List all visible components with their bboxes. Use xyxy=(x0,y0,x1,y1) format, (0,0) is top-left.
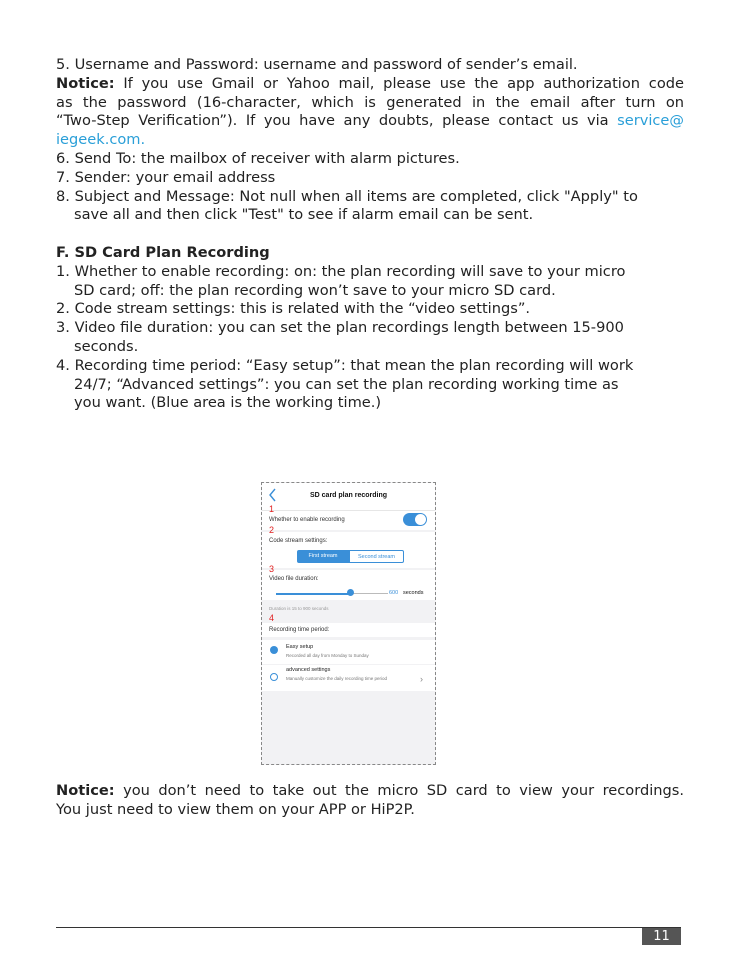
section-e-text xyxy=(56,56,684,413)
page-number: 11 xyxy=(642,928,681,945)
item-6: 6. Send To: the mailbox of receiver with alarm pictures. xyxy=(56,149,460,167)
second-stream-button[interactable]: Second stream xyxy=(349,550,404,563)
bottom-notice xyxy=(56,781,684,819)
spacer xyxy=(56,225,684,244)
bottom-notice-text-1: you don’t need to take out the micro SD card to view your recordings. xyxy=(123,782,685,799)
f-item-2: 2. Code stream settings: this is related with the “video settings”. xyxy=(56,300,531,318)
notice-text-1: If you use Gmail or Yahoo mail, please use the app authorization code xyxy=(123,74,684,92)
period-label: Recording time period: xyxy=(269,627,330,633)
stream-label: Code stream settings: xyxy=(269,538,328,544)
email-link-part-2[interactable]: iegeek.com. xyxy=(56,131,146,149)
notice-line-2: as the password (16-character, which is generated in the email after turn on xyxy=(56,93,684,111)
duration-label: Video file duration: xyxy=(269,576,319,582)
item-7: 7. Sender: your email address xyxy=(56,168,276,186)
notice-line-1 xyxy=(56,75,684,94)
notice-label: Notice: xyxy=(56,74,115,92)
marker-3: 3 xyxy=(269,564,275,574)
duration-slider-thumb[interactable] xyxy=(347,589,354,596)
bottom-notice-line-2: You just need to view them on your APP or HiP2P. xyxy=(56,801,415,818)
app-title: SD card plan recording xyxy=(309,492,388,499)
duration-hint: Duration is 15 to 900 seconds xyxy=(269,606,329,611)
section-f-heading: F. SD Card Plan Recording xyxy=(56,243,270,261)
f-item-3-line-1: 3. Video file duration: you can set the plan recordings length between 15-900 xyxy=(56,319,624,337)
first-stream-button[interactable]: First stream xyxy=(297,550,349,563)
advanced-settings-title: advanced settings xyxy=(286,667,331,673)
email-link-part-1[interactable]: service@ xyxy=(617,112,685,130)
bottom-notice-label: Notice: xyxy=(56,782,115,799)
duration-value: 600 xyxy=(389,590,399,596)
easy-setup-radio[interactable] xyxy=(270,646,278,654)
chevron-right-icon[interactable]: › xyxy=(420,674,423,684)
enable-toggle[interactable] xyxy=(403,513,427,526)
bottom-notice-line-1 xyxy=(56,781,684,800)
easy-setup-title: Easy setup xyxy=(286,644,314,650)
duration-unit: seconds xyxy=(403,590,424,596)
marker-2: 2 xyxy=(269,525,275,535)
item-8-line-1: 8. Subject and Message: Not null when all items are completed, click "Apply" to xyxy=(56,187,638,205)
marker-4: 4 xyxy=(269,613,275,623)
app-header xyxy=(262,483,435,511)
notice-text-3: “Two-Step Verification”). If you have any doubts, please contact us via xyxy=(56,112,609,130)
duration-slider-fill xyxy=(276,593,350,595)
f-item-4-line-2: 24/7; “Advanced settings”: you can set the plan recording working time as xyxy=(74,375,619,393)
f-item-1-line-2: SD card; off: the plan recording won’t save to your micro SD card. xyxy=(74,281,556,299)
notice-line-3 xyxy=(56,112,684,131)
marker-1: 1 xyxy=(269,504,275,514)
enable-label: Whether to enable recording xyxy=(269,517,345,523)
item-8-line-2: save all and then click "Test" to see if alarm email can be sent. xyxy=(74,206,534,224)
f-item-3-line-2: seconds. xyxy=(74,337,139,355)
item-5: 5. Username and Password: username and password of sender’s email. xyxy=(56,56,578,73)
toggle-knob xyxy=(415,514,426,525)
footer-rule xyxy=(56,927,681,928)
f-item-4-line-3: you want. (Blue area is the working time.) xyxy=(74,394,382,412)
advanced-settings-radio[interactable] xyxy=(270,673,278,681)
easy-setup-subtitle: Recorded all day from Monday to Sunday xyxy=(286,653,369,658)
app-screenshot xyxy=(261,482,436,765)
f-item-4-line-1: 4. Recording time period: “Easy setup”: that mean the plan recording will work xyxy=(56,356,634,374)
f-item-1-line-1: 1. Whether to enable recording: on: the plan recording will save to your micro xyxy=(56,262,626,280)
advanced-settings-subtitle: Manually customize the daily recording time period xyxy=(286,676,388,681)
